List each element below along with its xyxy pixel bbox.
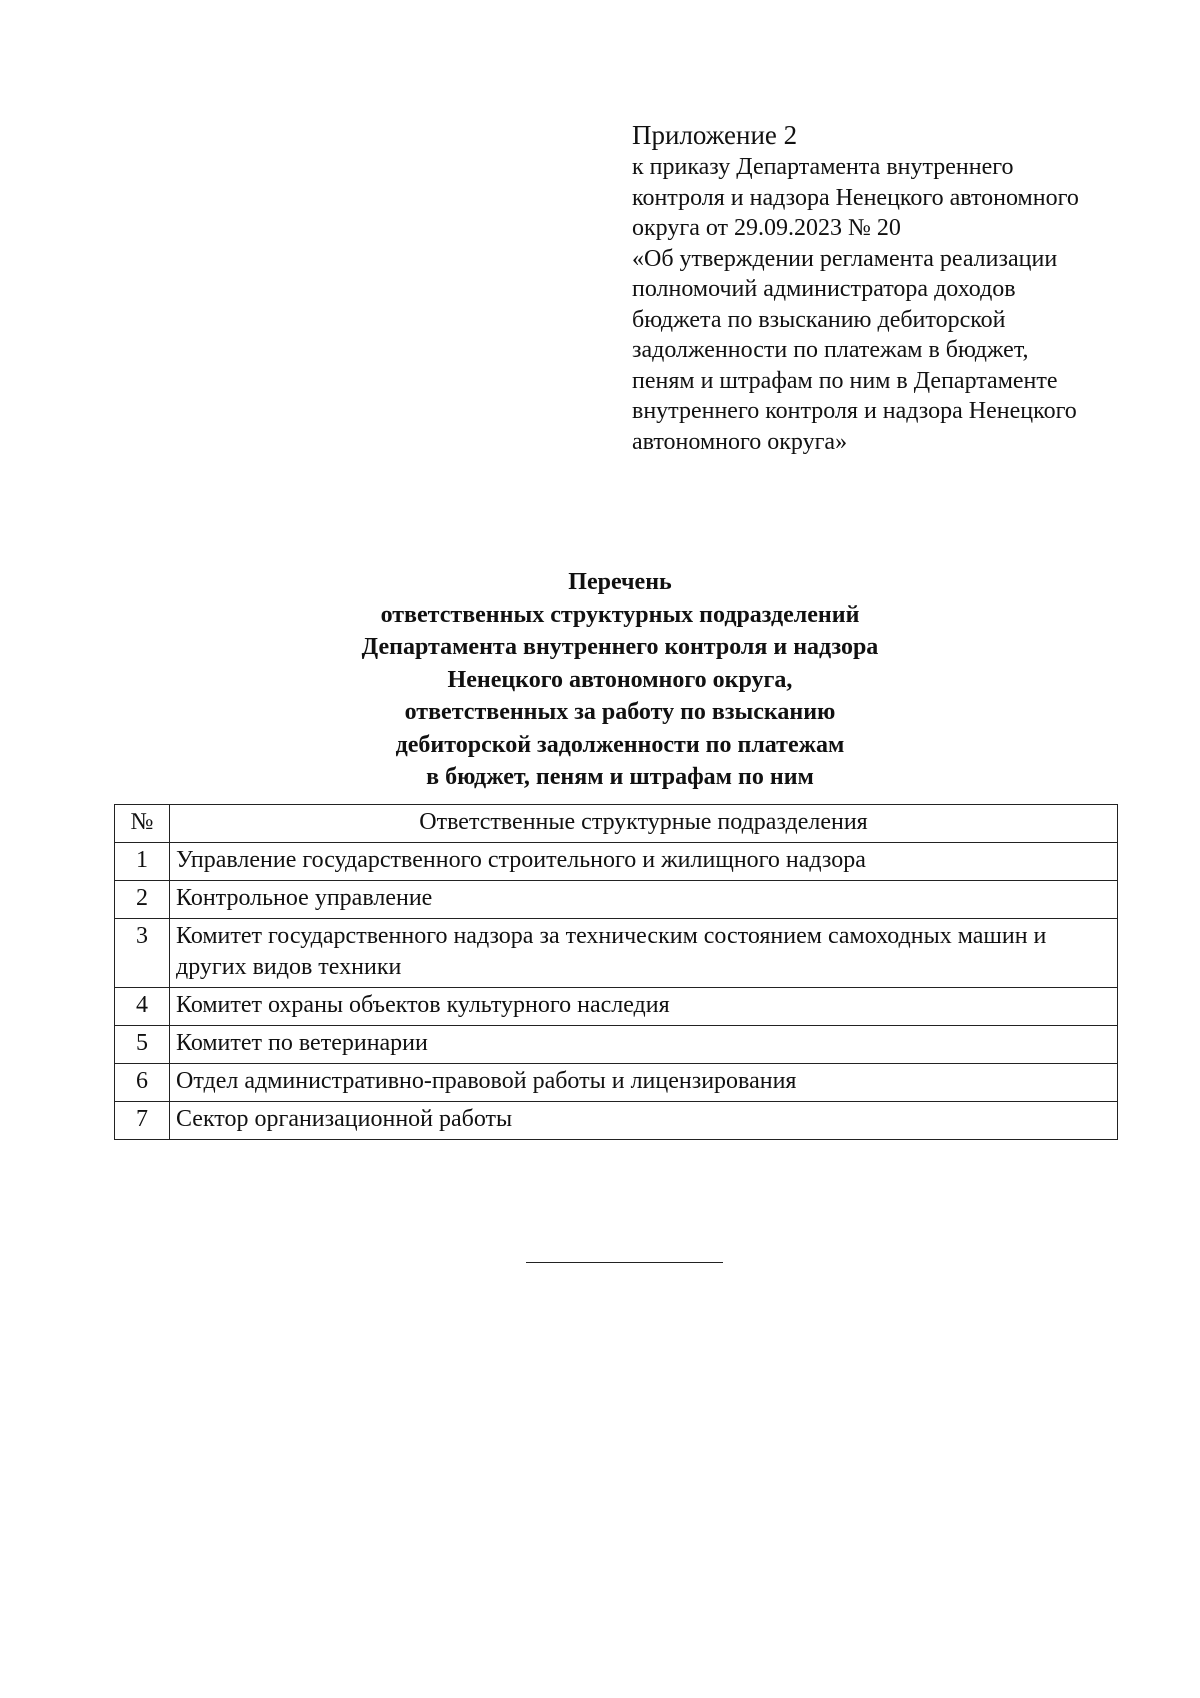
row-number: 4	[115, 988, 170, 1026]
table-row	[115, 1102, 1118, 1140]
table-row	[115, 881, 1118, 919]
table-row	[115, 843, 1118, 881]
end-divider	[526, 1262, 723, 1263]
appendix-line: задолженности по платежам в бюджет,	[632, 337, 1029, 363]
row-name: Комитет охраны объектов культурного наследия	[170, 988, 1118, 1026]
heading-line: Департамента внутреннего контроля и надзора	[361, 634, 879, 660]
appendix-line: бюджета по взысканию дебиторской	[632, 306, 1006, 333]
document-heading	[240, 566, 1000, 794]
row-name: Комитет по ветеринарии	[170, 1026, 1118, 1064]
table-row	[115, 1064, 1118, 1102]
table-row	[115, 919, 1118, 988]
heading-line: дебиторской задолженности по платежам	[395, 731, 845, 758]
row-name: Сектор организационной работы	[170, 1102, 1118, 1140]
row-number: 5	[115, 1026, 170, 1064]
appendix-line: округа от 29.09.2023 № 20	[632, 215, 901, 241]
row-number: 7	[115, 1102, 170, 1140]
row-number: 1	[115, 843, 170, 881]
appendix-line: «Об утверждении регламента реализации	[632, 245, 1058, 272]
appendix-line: пеням и штрафам по ним в Департаменте	[632, 367, 1058, 394]
row-number: 6	[115, 1064, 170, 1102]
table-row	[115, 988, 1118, 1026]
table-row	[115, 1026, 1118, 1064]
appendix-line: внутреннего контроля и надзора Ненецкого	[632, 398, 1077, 424]
row-number: 2	[115, 881, 170, 919]
row-name: Комитет государственного надзора за техническим состоянием самоходных машин и других видов техники	[170, 919, 1118, 988]
appendix-line: автономного округа»	[632, 428, 848, 455]
appendix-line: к приказу Департамента внутреннего	[632, 154, 1014, 180]
table-header-row	[115, 805, 1118, 843]
appendix-line: полномочий администратора доходов	[632, 276, 1016, 302]
heading-line: Перечень	[568, 569, 672, 595]
appendix-line: контроля и надзора Ненецкого автономного	[632, 184, 1079, 211]
row-name: Управление государственного строительного и жилищного надзора	[170, 843, 1118, 881]
appendix-title: Приложение 2	[632, 120, 798, 150]
heading-line: Ненецкого автономного округа,	[447, 666, 793, 693]
heading-line: ответственных за работу по взысканию	[404, 699, 836, 725]
appendix-block	[632, 118, 1152, 457]
header-name: Ответственные структурные подразделения	[170, 805, 1118, 843]
units-table	[114, 804, 1118, 1140]
header-number: №	[115, 805, 170, 843]
row-name: Отдел административно-правовой работы и лицензирования	[170, 1064, 1118, 1102]
heading-line: ответственных структурных подразделений	[380, 601, 860, 628]
row-number: 3	[115, 919, 170, 988]
row-name: Контрольное управление	[170, 881, 1118, 919]
heading-line: в бюджет, пеням и штрафам по ним	[426, 764, 814, 790]
